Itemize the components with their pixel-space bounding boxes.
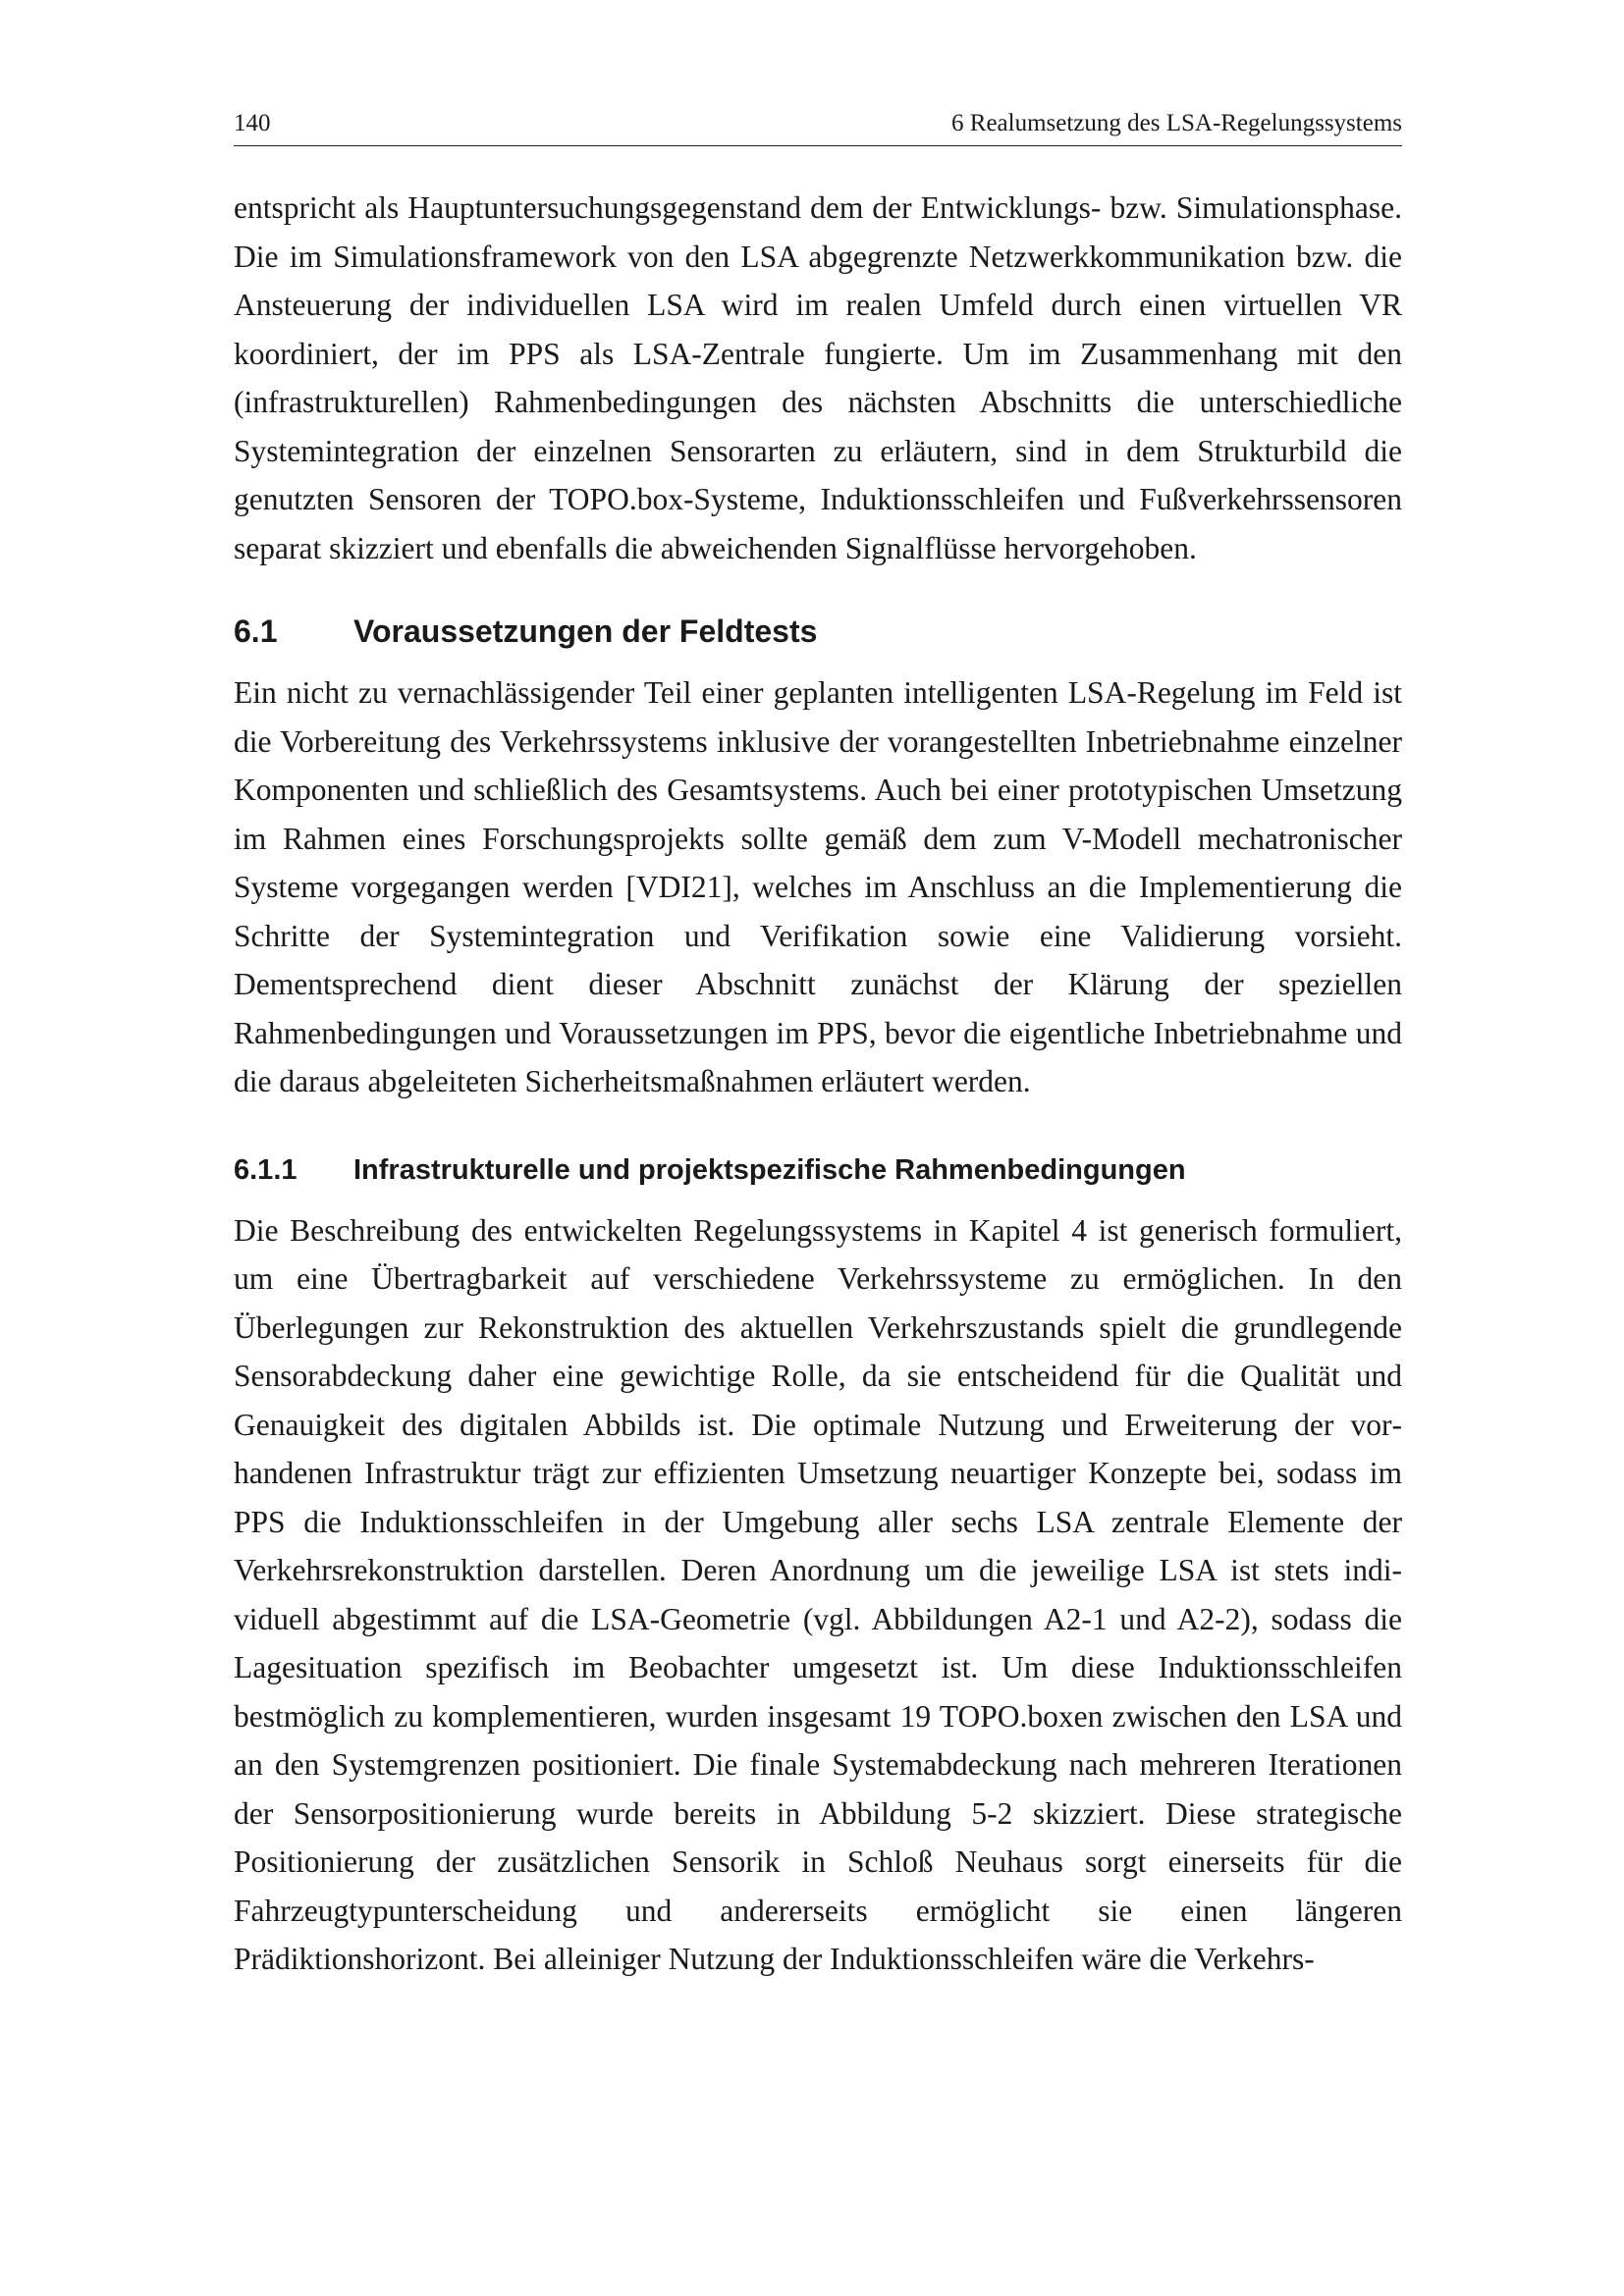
section-number: 6.1	[234, 614, 278, 649]
section-title: Voraussetzungen der Feldtests	[353, 614, 818, 649]
subsection-number: 6.1.1	[234, 1153, 298, 1186]
section-6-1-paragraph: Ein nicht zu vernachlässigender Teil einer geplanten intelligenten LSA-Regelung im Feld ist die Vorbereitung des Verkehrssystems inklusive der vorangestellten Inbetriebnahme einzelner Komponenten und schließlich des Gesamtsystems. Auch bei einer prototypischen Umsetzung im Rahmen eines Forschungsprojekts sollte gemäß dem zum V-Modell mechatronischer Systeme vorgegangen werden [VDI21], welches im Anschluss an die Implementierung die Schritte der Systemintegration und Verifikation sowie eine Validierung vorsieht. Dementsprechend dient dieser Abschnitt zunächst der Klärung der speziellen Rahmenbedingungen und Voraussetzungen im PPS, bevor die eigentliche Inbetriebnahme und die daraus abgeleiteten Sicherheitsmaßnahmen erläutert werden.	[234, 675, 1402, 1098]
section-6-1-1-paragraph: Die Beschreibung des entwickelten Regelungssystems in Kapitel 4 ist generisch formuliert, um eine Übertragbarkeit auf verschiedene Verkehrssysteme zu ermöglichen. In den Überlegungen zur Rekonstruktion des aktuellen Verkehrszustands spielt die grundlegende Sensorabdeckung daher eine gewichtige Rolle, da sie entscheidend für die Qualität und Genauigkeit des digitalen Abbilds ist. Die optimale Nutzung und Erweiterung der vorhandenen Infrastruktur trägt zur effizienten Umsetzung neuartiger Konzepte bei, sodass im PPS die Induktionsschleifen in der Umgebung aller sechs LSA zentrale Elemente der Verkehrsrekonstruktion darstellen. Deren Anordnung um die jeweilige LSA ist stets individuell abgestimmt auf die LSA-Geometrie (vgl. Abbildungen A2-1 und A2-2), sodass die Lagesituation spezifisch im Beobachter umgesetzt ist. Um diese Induktionsschleifen bestmöglich zu komplementieren, wurden insgesamt 19 TOPO.boxen zwischen den LSA und an den Systemgrenzen positioniert. Die finale Systemabdeckung nach mehreren Iterationen der Sensorpositionierung wurde bereits in Abbildung 5-2 skizziert. Diese strategische Positionierung der zusätzlichen Sensorik in Schloß Neuhaus sorgt einerseits für die Fahrzeugtypunterscheidung und andererseits ermöglicht sie einen längeren Prädiktionshorizont. Bei alleiniger Nutzung der Induktionsschleifen wäre die Verkehrs-	[234, 1212, 1402, 1976]
subsection-heading-6-1-1	[234, 1151, 1402, 1189]
section-heading-6-1	[234, 612, 1402, 651]
subsection-title: Infrastrukturelle und projektspezifische Rahmenbedingungen	[353, 1153, 1186, 1186]
chapter-title: 6 Realumsetzung des LSA-Regelungssystems	[951, 110, 1402, 136]
page-number: 140	[234, 110, 271, 136]
running-header	[234, 108, 1402, 146]
intro-paragraph: entspricht als Hauptuntersuchungsgegenstand dem der Entwicklungs- bzw. Simulationsphase. Die im Simulationsframework von den LSA abgegrenzte Netzwerkkommunikation bzw. die Ansteuerung der individuellen LSA wird im realen Umfeld durch einen virtuellen VR koordiniert, der im PPS als LSA-Zentrale fungierte. Um im Zusammenhang mit den (infrastrukturellen) Rahmenbedingungen des nächsten Abschnitts die unterschiedliche Systemintegration der einzelnen Sensorarten zu erläutern, sind in dem Strukturbild die genutzten Sensoren der TOPO.box-Systeme, Induktionsschleifen und Fußverkehrssensoren separat skizziert und ebenfalls die abweichenden Signalflüsse hervorgehoben.	[234, 190, 1402, 565]
document-page	[234, 108, 1402, 1984]
